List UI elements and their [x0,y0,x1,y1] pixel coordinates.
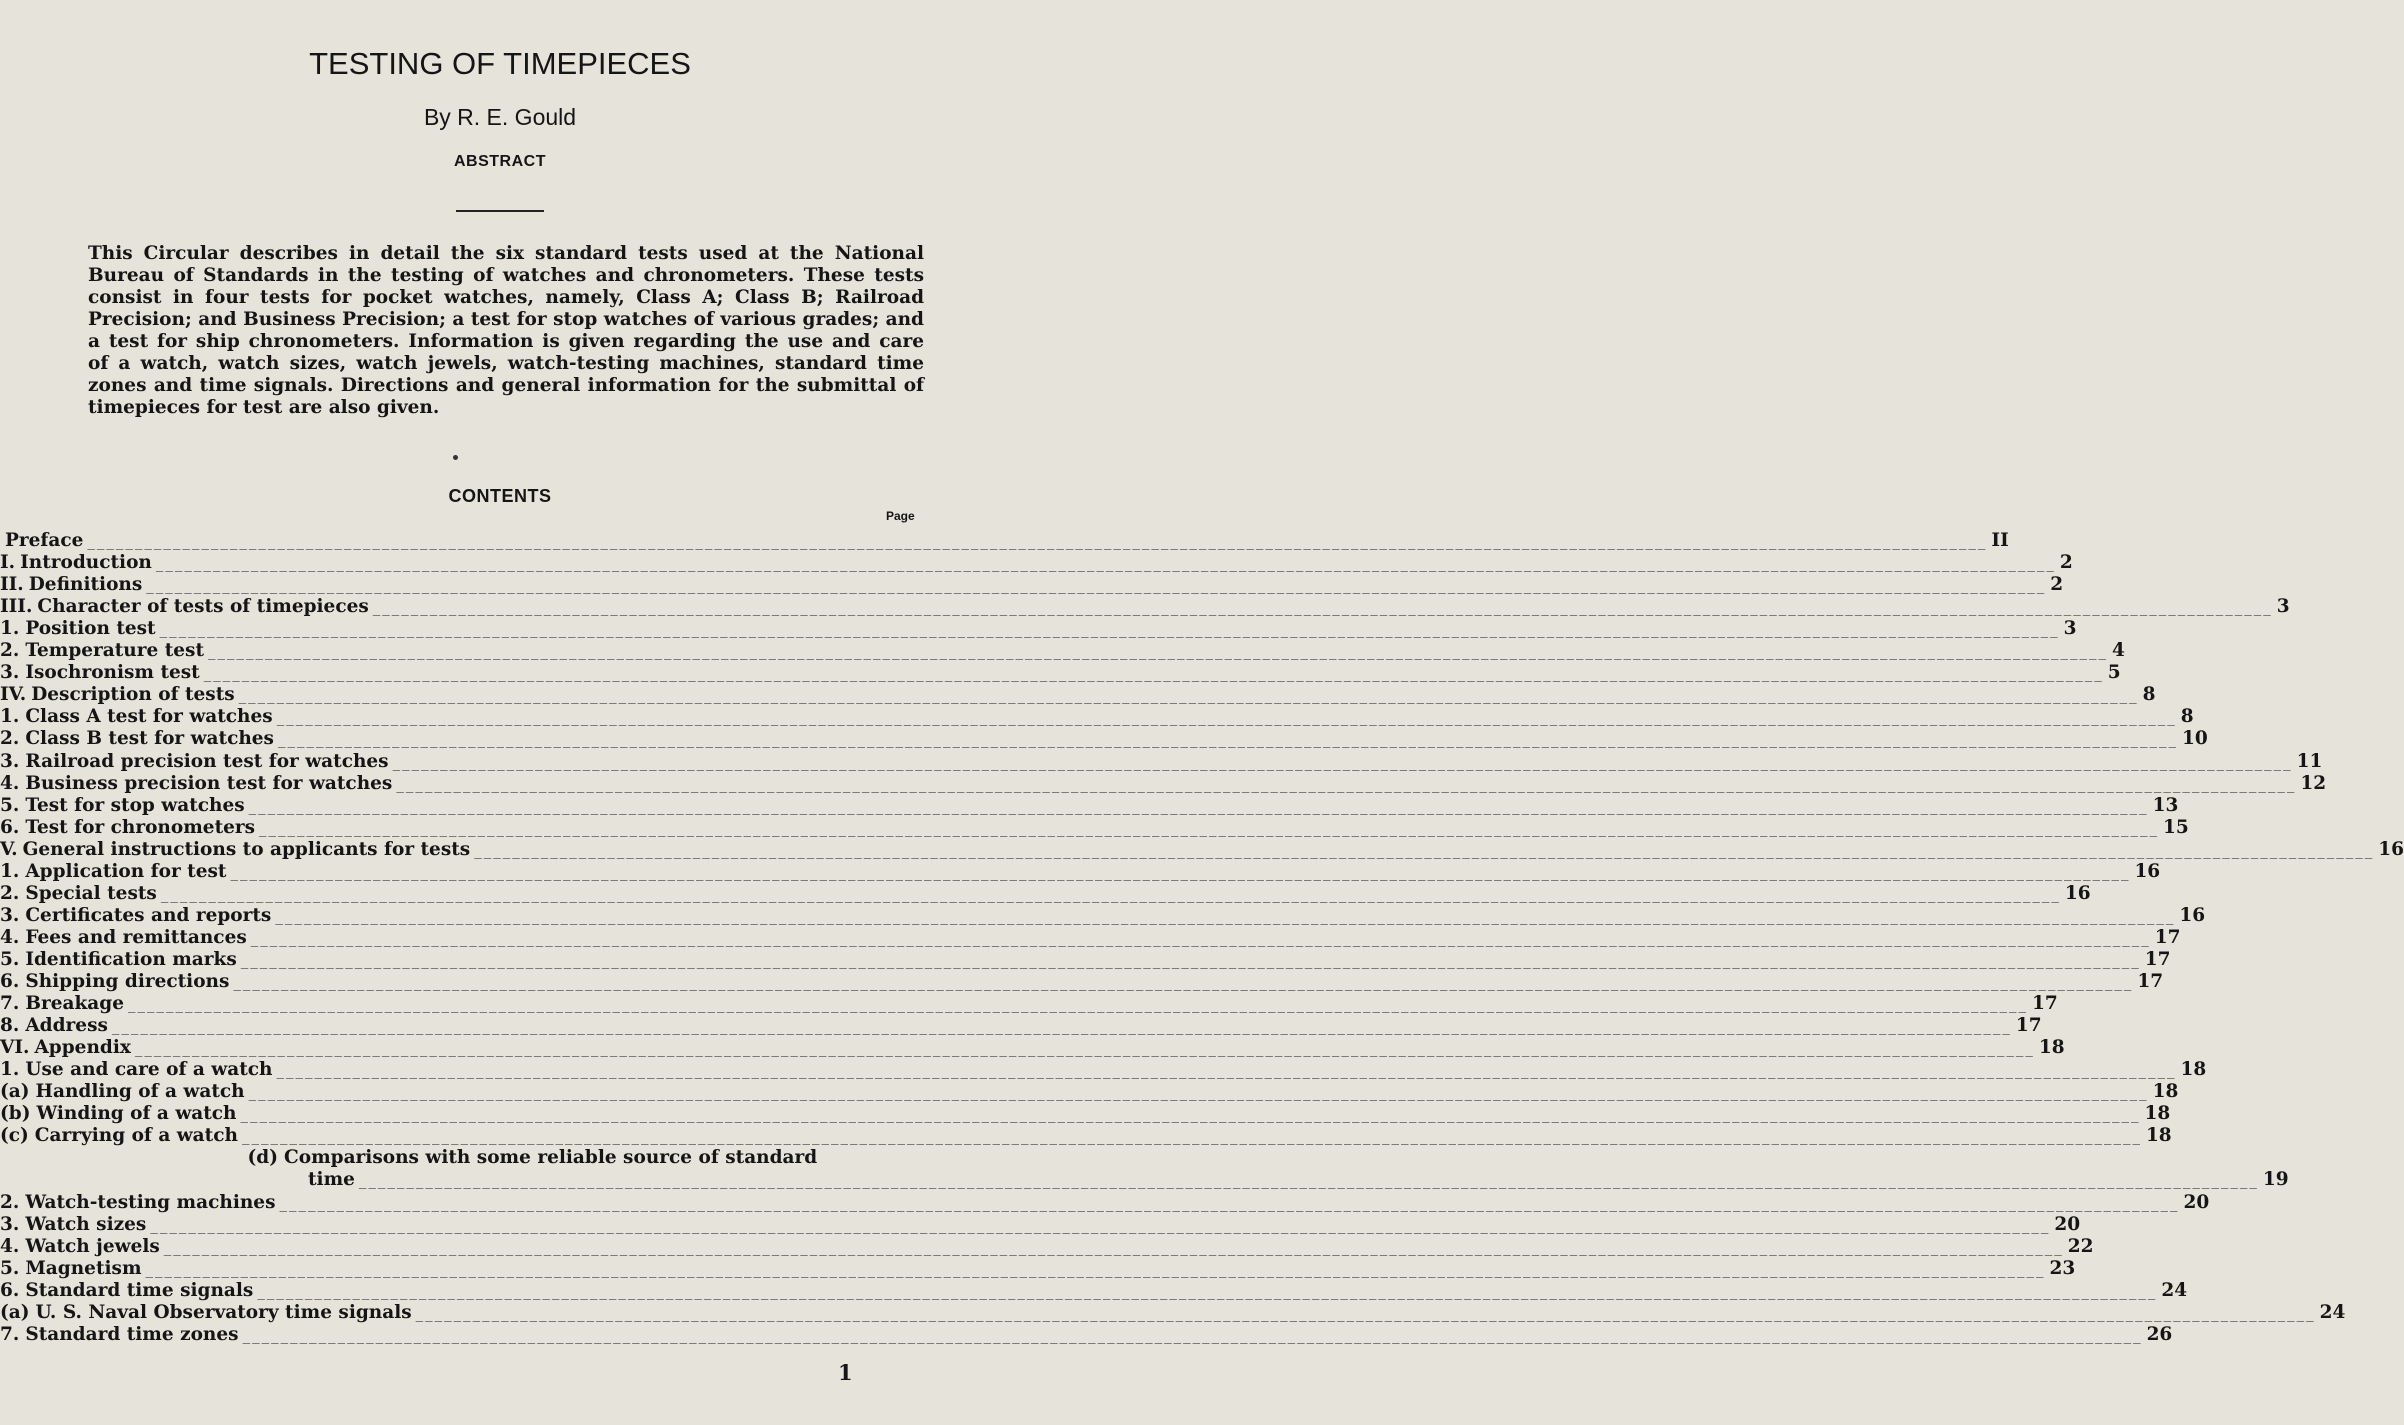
contents-heading: CONTENTS [448,486,552,506]
toc-entry-number: 1. [0,860,20,882]
toc-entry-title: Identification marks [25,948,237,970]
toc-entry-title: U. S. Naval Observatory time signals [35,1301,412,1323]
toc-entry-number: 3. [0,750,20,772]
toc-entry-number: 7. [0,1323,20,1345]
toc-dot-leader: ________________________________________________________________________________________________________________________________________________________________________________________________________ [145,1259,2046,1278]
toc-entry [0,860,2161,883]
toc-entry-number: 4. [0,1235,20,1257]
toc-entry-number: 6. [0,816,20,838]
toc-entry-number: V. [0,838,18,860]
toc-entry-page: 11 [2296,750,2323,772]
toc-entry [0,728,2208,750]
abstract-line: timepieces for test are also given. [88,397,440,418]
toc-entry [0,1323,2173,1346]
toc-dot-leader: ________________________________________________________________________________________________________________________________________________________________________________________________________ [240,950,2141,969]
toc-entry-title: Description of tests [31,684,235,706]
abstract-body [88,243,924,419]
toc-dot-leader: ________________________________________________________________________________________________________________________________________________________________________________________________________ [279,1193,2180,1212]
toc-entry-title: Position test [25,618,156,640]
toc-entry-page: 20 [2183,1191,2210,1213]
toc-entry-page: 3 [2276,596,2290,618]
toc-entry-page: 8 [2142,684,2156,706]
toc-entry-title: Shipping directions [25,971,230,992]
toc-entry-title: Application for test [25,860,227,882]
toc-entry-page: 17 [2144,948,2171,970]
toc-dot-leader: ________________________________________________________________________________________________________________________________________________________________________________________________________ [230,862,2131,881]
toc-entry-number: 6. [0,971,20,992]
toc-entry-page: 20 [2054,1213,2081,1235]
toc-entry-page: 15 [2163,816,2189,838]
toc-entry [0,1301,2346,1324]
toc-entry-number: 6. [0,1279,20,1301]
toc-entry [0,706,2194,728]
toc-entry-title: Watch sizes [25,1213,147,1235]
toc-entry [0,971,2164,993]
toc-entry-title: Magnetism [25,1257,142,1279]
toc-entry-page: 18 [2152,1081,2179,1103]
toc-entry-title: Standard time zones [25,1323,239,1345]
toc-entry-page: 18 [2144,1103,2171,1125]
page-column-label: Page [886,509,915,523]
toc-entry-title: Address [25,1015,108,1037]
toc-entry [0,904,2206,927]
toc-entry-number: 3. [0,662,20,684]
toc-entry [0,926,2181,949]
toc-entry [0,816,2189,839]
toc-entry [0,1081,2179,1103]
toc-entry [0,1257,2076,1280]
toc-entry-number: II. [0,574,24,596]
toc-entry-number: (a) [0,1301,30,1323]
toc-dot-leader: ________________________________________________________________________________________________________________________________________________________________________________________________________ [111,1017,2012,1036]
toc-entry [0,1125,2172,1147]
toc-dot-leader: ________________________________________________________________________________________________________________________________________________________________________________________________________ [240,1105,2141,1124]
toc-entry [0,1191,2210,1214]
toc-entry-number: 2. [0,1191,20,1213]
toc-entry [0,596,2290,618]
toc-entry-title: Railroad precision test for watches [25,750,389,772]
toc-entry-number: 2. [0,882,20,904]
toc-dot-leader: ________________________________________________________________________________________________________________________________________________________________________________________________________ [248,796,2149,815]
toc-entry-number: 8. [0,1015,20,1037]
toc-entry-title: Test for chronometers [25,816,256,838]
toc-entry-number: 5. [0,794,20,816]
toc-entry-title: Special tests [25,882,157,904]
toc-dot-leader: ________________________________________________________________________________________________________________________________________________________________________________________________________ [127,995,2028,1014]
toc-entry-page: 3 [2063,618,2077,640]
toc-entry-number: IV. [0,684,27,706]
toc-entry-page: 16 [2378,838,2404,860]
toc-entry [0,794,2179,817]
toc-dot-leader: ________________________________________________________________________________________________________________________________________________________________________________________________________ [358,1171,2259,1190]
toc-entry-page: 17 [2154,926,2181,948]
toc-dot-leader: ________________________________________________________________________________________________________________________________________________________________________________________________________ [415,1303,2316,1322]
toc-dot-leader: ________________________________________________________________________________________________________________________________________________________________________________________________________ [203,664,2104,683]
toc-dot-leader: ________________________________________________________________________________________________________________________________________________________________________________________________________ [275,906,2176,925]
abstract-line: of a watch, watch sizes, watch jewels, watch-testing machines, standard time [88,353,924,374]
toc-entry [0,530,2009,552]
toc-dot-leader: ________________________________________________________________________________________________________________________________________________________________________________________________________ [134,1039,2035,1058]
toc-entry [0,882,2091,905]
toc-entry-page: 24 [2319,1301,2346,1323]
toc-entry-title: Class A test for watches [25,706,273,728]
toc-entry [0,640,2125,662]
toc-dot-leader: ________________________________________________________________________________________________________________________________________________________________________________________________________ [392,752,2293,771]
toc-entry-number: III. [0,596,33,618]
toc-entry-title: time [308,1169,355,1191]
toc-entry [0,772,2327,795]
toc-entry-page: 16 [2064,882,2091,904]
toc-entry-title: Watch jewels [25,1235,160,1257]
toc-entry-title: Winding of a watch [36,1103,237,1125]
toc-dot-leader: ________________________________________________________________________________________________________________________________________________________________________________________________________ [146,576,2047,595]
toc-entry-number: 4. [0,772,20,794]
toc-entry-page: 18 [2038,1037,2065,1059]
toc-entry-number: (b) [0,1103,31,1125]
toc-entry-page: II [1991,530,2009,551]
toc-entry-page: 17 [2137,971,2164,992]
toc-dot-leader: ________________________________________________________________________________________________________________________________________________________________________________________________________ [276,708,2177,727]
toc-entry-number: 2. [0,728,20,750]
toc-entry-number: 2. [0,640,20,662]
toc-entry-page: 2 [2059,552,2073,574]
toc-entry-page: 22 [2067,1235,2094,1257]
toc-entry-title: Handling of a watch [35,1081,245,1103]
toc-entry-title: Character of tests of timepieces [37,596,369,618]
toc-entry-number: 5. [0,1257,20,1279]
toc-entry-page: 18 [2145,1125,2172,1147]
toc-entry-page: 5 [2107,662,2121,684]
toc-entry [0,993,2058,1015]
toc-entry-page: 19 [2262,1169,2289,1191]
toc-entry-title: Use and care of a watch [25,1059,273,1081]
toc-entry-page: 17 [2015,1015,2042,1037]
toc-entry-page: 18 [2180,1059,2207,1081]
abstract-heading: ABSTRACT [454,153,546,170]
abstract-line: zones and time signals. Directions and general information for the submittal of [88,375,924,396]
toc-entry-number: (a) [0,1081,30,1103]
toc-entry-title: Comparisons with some reliable source of standard [284,1147,818,1169]
toc-entry [0,750,2323,773]
toc-dot-leader: ________________________________________________________________________________________________________________________________________________________________________________________________________ [259,818,2160,837]
toc-dot-leader: ________________________________________________________________________________________________________________________________________________________________________________________________________ [474,840,2375,859]
toc-entry-number: 1. [0,706,20,728]
toc-entry-title: Introduction [20,552,152,574]
toc-entry [0,618,2077,640]
toc-dot-leader: ________________________________________________________________________________________________________________________________________________________________________________________________________ [160,884,2061,903]
toc-entry-title: Temperature test [25,640,204,662]
toc-entry [0,574,2064,596]
toc-entry-page: 17 [2031,993,2058,1015]
toc-dot-leader: ________________________________________________________________________________________________________________________________________________________________________________________________________ [241,1127,2142,1146]
toc-entry-page: 2 [2050,574,2064,596]
toc-dot-leader: ________________________________________________________________________________________________________________________________________________________________________________________________________ [277,730,2178,749]
toc-dot-leader: ________________________________________________________________________________________________________________________________________________________________________________________________________ [242,1325,2143,1344]
author-byline: By R. E. Gould [423,104,577,130]
toc-entry-title: Test for stop watches [25,794,245,816]
toc-entry [0,948,2171,971]
toc-dot-leader: ________________________________________________________________________________________________________________________________________________________________________________________________________ [248,1083,2149,1102]
toc-entry-title: Appendix [34,1037,131,1059]
toc-entry-title: Standard time signals [25,1279,254,1301]
toc-entry-title: Business precision test for watches [25,772,393,794]
toc-entry-page: 10 [2181,728,2208,750]
toc-entry-page: 24 [2161,1279,2188,1301]
toc-entry-number: I. [0,552,16,574]
toc-entry-title: Watch-testing machines [25,1191,276,1213]
toc-entry-number: 3. [0,904,20,926]
toc-entry-page: 4 [2112,640,2125,662]
abstract-line: consist in four tests for pocket watches, namely, Class A; Class B; Railroad [88,287,924,308]
toc-dot-leader: ________________________________________________________________________________________________________________________________________________________________________________________________________ [396,774,2297,793]
toc-dot-leader: ________________________________________________________________________________________________________________________________________________________________________________________________________ [250,928,2151,947]
toc-entry [0,1235,2094,1258]
toc-entry-title: Class B test for watches [25,728,274,750]
toc-entry-number: (d) [247,1147,278,1169]
toc-dot-leader: ________________________________________________________________________________________________________________________________________________________________________________________________________ [163,1237,2064,1256]
toc-dot-leader: ________________________________________________________________________________________________________________________________________________________________________________________________________ [208,642,2108,661]
toc-entry [0,1213,2081,1236]
toc-entry [308,1169,2289,1191]
toc-dot-leader: ________________________________________________________________________________________________________________________________________________________________________________________________________ [257,1281,2158,1300]
page-number: 1 [838,1360,853,1385]
abstract-line: Precision; and Business Precision; a test for stop watches of various grades; and [88,309,924,330]
toc-entry-title: Fees and remittances [25,926,247,948]
toc-entry [0,552,2073,574]
toc-entry-page: 8 [2180,706,2194,728]
toc-dot-leader: ________________________________________________________________________________________________________________________________________________________________________________________________________ [238,686,2139,705]
toc-entry-number: (c) [0,1125,29,1147]
toc-dot-leader: ________________________________________________________________________________________________________________________________________________________________________________________________________ [276,1061,2177,1080]
toc-entry [0,684,2156,706]
toc-entry-number: VI. [0,1037,30,1059]
toc-entry [0,838,2404,861]
abstract-line: a test for ship chronometers. Information is given regarding the use and care [88,331,924,352]
abstract-line: This Circular describes in detail the six standard tests used at the National [88,243,924,264]
toc-entry [0,1279,2188,1302]
toc-entry [0,1059,2207,1081]
toc-entry-title: General instructions to applicants for tests [22,838,471,860]
toc-entry [0,1037,2065,1059]
toc-entry-number: 1. [0,1059,20,1081]
toc-entry-page: 13 [2152,794,2179,816]
section-divider [456,210,544,212]
toc-entry [0,662,2121,684]
toc-entry-page: 12 [2300,772,2327,794]
toc-dot-leader: ________________________________________________________________________________________________________________________________________________________________________________________________________ [150,1215,2051,1234]
toc-entry-number: 1. [0,618,20,640]
toc-entry-page: 23 [2049,1257,2076,1279]
toc-entry-title: Preface [5,530,84,551]
toc-dot-leader: ________________________________________________________________________________________________________________________________________________________________________________________________________ [87,532,1988,550]
toc-entry-page: 16 [2179,904,2206,926]
toc-entry-number: 3. [0,1213,20,1235]
toc-dot-leader: ________________________________________________________________________________________________________________________________________________________________________________________________________ [233,973,2134,991]
toc-entry-title: Certificates and reports [25,904,272,926]
toc-dot-leader: ________________________________________________________________________________________________________________________________________________________________________________________________________ [159,620,2060,639]
toc-dot-leader: ________________________________________________________________________________________________________________________________________________________________________________________________________ [372,598,2273,617]
toc-entry-title: Definitions [28,574,143,596]
toc-entry-number: 7. [0,993,20,1015]
toc-entry-title: Isochronism test [25,662,200,684]
center-dot-ornament [453,455,458,460]
page-title: TESTING OF TIMEPIECES [309,46,691,81]
toc-entry-title: Breakage [25,993,124,1015]
toc-entry-number: 4. [0,926,20,948]
toc-entry-title: Carrying of a watch [34,1125,238,1147]
toc-entry-page: 26 [2146,1323,2173,1345]
toc-dot-leader: ________________________________________________________________________________________________________________________________________________________________________________________________________ [155,554,2056,573]
toc-entry [0,1015,2042,1037]
toc-entry-page: 16 [2134,860,2161,882]
toc-entry-number: 5. [0,948,20,970]
toc-entry [0,1147,924,1169]
toc-entry [0,1103,2171,1125]
abstract-line: Bureau of Standards in the testing of watches and chronometers. These tests [88,265,924,286]
